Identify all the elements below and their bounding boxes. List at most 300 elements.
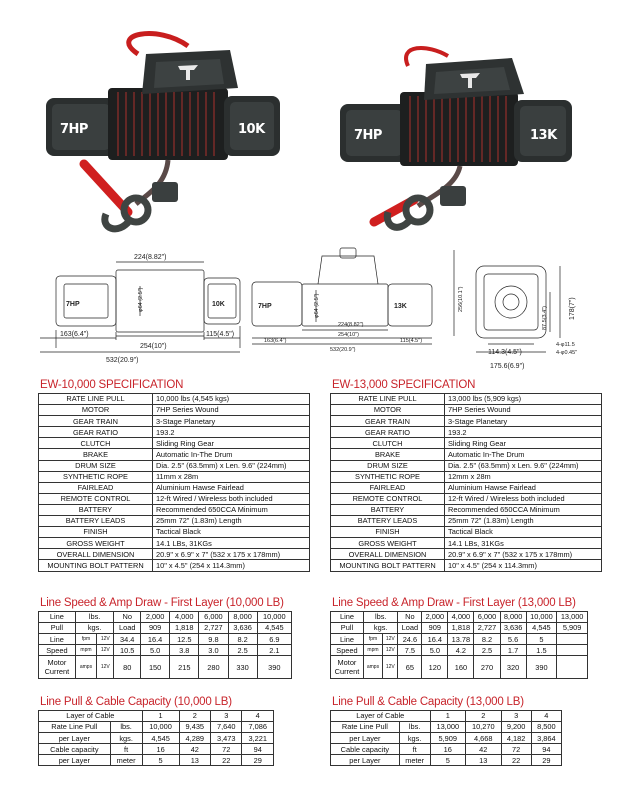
row-label: Speed [39, 645, 76, 656]
mid-dim-mount: 254(10") [338, 332, 359, 338]
front-cap-badge: 10K [212, 301, 225, 308]
volt-cell: 12V [97, 656, 114, 679]
table-row [331, 722, 562, 733]
table-row [331, 612, 588, 623]
winch-capacity-label: 13K [530, 128, 557, 143]
winch-hp-label: 7HP [354, 128, 382, 143]
mid-dim-right-end: 115(4.5") [400, 338, 423, 344]
row-label: Speed [331, 645, 364, 656]
spec-key: FINISH [331, 527, 445, 538]
table-row [331, 711, 562, 722]
row-label: Pull [39, 623, 76, 634]
value-cell: 4.2 [448, 645, 474, 656]
table-row [39, 711, 274, 722]
spec-key: GEAR RATIO [331, 427, 445, 438]
winch-13k-image [328, 14, 580, 236]
spec-key: CLUTCH [39, 438, 153, 449]
value-cell: 16 [430, 744, 466, 755]
winch-13k-photo [328, 14, 580, 236]
value-cell: 120 [422, 656, 448, 679]
table-row [39, 438, 310, 449]
value-cell: 5 [526, 634, 557, 645]
spec-key: CLUTCH [331, 438, 445, 449]
value-cell: 13 [179, 755, 210, 766]
spec-key: FINISH [39, 527, 153, 538]
table-row [39, 449, 310, 460]
unit-cell: meter [399, 755, 430, 766]
layer-label: Layer of Cable [331, 711, 431, 722]
value-cell: 13,000 [430, 722, 466, 733]
value-cell: 6,000 [199, 612, 228, 623]
unit-cell: lbs. [110, 722, 142, 733]
value-cell: 13 [466, 755, 502, 766]
spec-value: 3-Stage Planetary [153, 416, 310, 427]
spec-value: Aluminium Hawse Fairlead [445, 482, 602, 493]
spec-value: 7HP Series Wound [445, 405, 602, 416]
value-cell: 4,289 [179, 733, 210, 744]
value-cell: 9,435 [179, 722, 210, 733]
spec-key: MOTOR [39, 405, 153, 416]
value-cell: 2.5 [474, 645, 500, 656]
table-row [39, 755, 274, 766]
layer-label: Layer of Cable [39, 711, 143, 722]
unit-cell: fpm [363, 634, 382, 645]
volt-cell: 12V [383, 645, 398, 656]
value-cell: 7,086 [242, 722, 274, 733]
dim-right-end: 115(4.5") [206, 331, 235, 338]
spec-value: Automatic In-The Drum [445, 449, 602, 460]
spec-value: Sliding Ring Gear [153, 438, 310, 449]
value-cell: 10,000 [257, 612, 291, 623]
unit-cell: ft [110, 744, 142, 755]
spec-value: Recommended 650CCA Minimum [445, 504, 602, 515]
table-row [331, 560, 602, 571]
unit-cell: kgs. [75, 623, 114, 634]
cap10-title: Line Pull & Cable Capacity (10,000 LB) [40, 696, 232, 708]
volt-cell: 12V [97, 645, 114, 656]
table-row [39, 471, 310, 482]
table-row [39, 394, 310, 405]
unit-cell: mpm [363, 645, 382, 656]
value-cell: 4,182 [501, 733, 531, 744]
unit-cell: kgs. [399, 733, 430, 744]
mid-dim-left-end: 163(6.4") [264, 338, 287, 344]
side-dim-bolt-w: 114.3(4.5") [488, 349, 522, 356]
spec-value: 25mm 72" (1.83m) Length [153, 516, 310, 527]
spec-value: 12-ft Wired / Wireless both included [153, 493, 310, 504]
row-label: Rate Line Pull [331, 722, 400, 733]
value-cell: 4,000 [448, 612, 474, 623]
value-cell: 1,818 [170, 623, 199, 634]
value-cell [557, 645, 588, 656]
table-row [331, 755, 562, 766]
value-cell: 3,221 [242, 733, 274, 744]
table-row [331, 493, 602, 504]
noload-cell: 65 [398, 656, 422, 679]
value-cell: 94 [242, 744, 274, 755]
layer-cell: 3 [501, 711, 531, 722]
value-cell: 390 [526, 656, 557, 679]
dim-mount: 254(10") [140, 343, 167, 350]
table-row [39, 656, 292, 679]
value-cell: 3,864 [531, 733, 561, 744]
spec-value: Tactical Black [153, 527, 310, 538]
row-label: Line [331, 634, 364, 645]
spec-value: 12-ft Wired / Wireless both included [445, 493, 602, 504]
cap10-table [38, 710, 274, 766]
table-row [39, 538, 310, 549]
noload-cell: No [398, 612, 422, 623]
spec-key: SYNTHETIC ROPE [39, 471, 153, 482]
row-label [39, 656, 76, 679]
volt-cell: 12V [97, 634, 114, 645]
value-cell: 4,000 [170, 612, 199, 623]
value-cell: 215 [170, 656, 199, 679]
row-label: per Layer [331, 755, 400, 766]
spec-value: Dia. 2.5" (63.5mm) x Len. 9.6" (224mm) [445, 460, 602, 471]
table-row [331, 449, 602, 460]
spec-value: 10" x 4.5" (254 x 114.3mm) [445, 560, 602, 571]
table-row [331, 504, 602, 515]
volt-cell: 12V [383, 656, 398, 679]
value-cell: 5.0 [141, 645, 170, 656]
table-row [331, 538, 602, 549]
spec-key: MOTOR [331, 405, 445, 416]
side-dim-hole-in: 4-φ0.45" [556, 350, 578, 356]
speed10-title: Line Speed & Amp Draw - First Layer (10,000 LB) [40, 597, 284, 609]
value-cell: 10,000 [526, 612, 557, 623]
table-row [39, 623, 292, 634]
spec-value: 7HP Series Wound [153, 405, 310, 416]
value-cell: 2,727 [474, 623, 500, 634]
dimension-drawings-svg [0, 240, 618, 375]
row-label: Line [331, 612, 364, 623]
spec-value: 20.9" x 6.9" x 7" (532 x 175 x 178mm) [445, 549, 602, 560]
spec-value: Recommended 650CCA Minimum [153, 504, 310, 515]
value-cell: 22 [211, 755, 242, 766]
value-cell: 16.4 [141, 634, 170, 645]
value-cell: 13,000 [557, 612, 588, 623]
spec-key: GROSS WEIGHT [331, 538, 445, 549]
dim-overall: 532(20.9") [106, 357, 139, 364]
value-cell: 5,909 [430, 733, 466, 744]
winch-capacity-label: 10K [238, 122, 265, 137]
table-row [39, 733, 274, 744]
value-cell: 330 [228, 656, 257, 679]
spec10-title: EW-10,000 SPECIFICATION [40, 379, 184, 391]
row-label: Line [39, 634, 76, 645]
table-row [39, 634, 292, 645]
spec-key: GROSS WEIGHT [39, 538, 153, 549]
value-cell: 1,818 [448, 623, 474, 634]
table-row [39, 405, 310, 416]
row-label: per Layer [39, 733, 111, 744]
spec-value: 25mm 72" (1.83m) Length [445, 516, 602, 527]
table-row [39, 427, 310, 438]
value-cell: 160 [448, 656, 474, 679]
table-row [331, 527, 602, 538]
value-cell: 2,727 [199, 623, 228, 634]
noload-cell: 34.4 [114, 634, 141, 645]
spec-value: 10" x 4.5" (254 x 114.3mm) [153, 560, 310, 571]
value-cell: 8.2 [474, 634, 500, 645]
row-label-line: Current [334, 667, 360, 677]
value-cell: 8,000 [500, 612, 526, 623]
spec-key: RATE LINE PULL [331, 394, 445, 405]
value-cell: 3,636 [500, 623, 526, 634]
speed10-table [38, 611, 292, 679]
value-cell: 22 [501, 755, 531, 766]
row-label: Rate Line Pull [39, 722, 111, 733]
spec-key: MOUNTING BOLT PATTERN [331, 560, 445, 571]
layer-cell: 3 [211, 711, 242, 722]
noload-cell: 10.5 [114, 645, 141, 656]
table-row [331, 427, 602, 438]
spec-key: DRUM SIZE [331, 460, 445, 471]
mid-hp-badge: 7HP [258, 303, 272, 310]
value-cell: 29 [242, 755, 274, 766]
unit-cell: amps [75, 656, 96, 679]
noload-cell: 80 [114, 656, 141, 679]
side-dim-hole: 4-φ11.5 [556, 342, 575, 348]
spec-key: RATE LINE PULL [39, 394, 153, 405]
value-cell: 9.8 [199, 634, 228, 645]
table-row [331, 416, 602, 427]
layer-cell: 1 [430, 711, 466, 722]
value-cell: 3.8 [170, 645, 199, 656]
layer-cell: 2 [466, 711, 502, 722]
value-cell: 3,473 [211, 733, 242, 744]
technical-drawings [0, 240, 618, 375]
value-cell: 2,000 [422, 612, 448, 623]
value-cell: 4,545 [257, 623, 291, 634]
value-cell: 42 [179, 744, 210, 755]
unit-cell: mpm [75, 645, 96, 656]
value-cell: 72 [501, 744, 531, 755]
value-cell: 4,545 [526, 623, 557, 634]
row-label: per Layer [39, 755, 111, 766]
value-cell: 2.5 [228, 645, 257, 656]
unit-cell: lbs. [363, 612, 398, 623]
spec-value: 11mm x 28m [153, 471, 310, 482]
table-row [331, 623, 588, 634]
noload-cell: 24.6 [398, 634, 422, 645]
spec-key: BATTERY LEADS [331, 516, 445, 527]
value-cell: 16.4 [422, 634, 448, 645]
layer-cell: 4 [531, 711, 561, 722]
spec-key: GEAR TRAIN [331, 416, 445, 427]
table-row [331, 656, 588, 679]
unit-cell: ft [399, 744, 430, 755]
value-cell: 72 [211, 744, 242, 755]
value-cell: 320 [500, 656, 526, 679]
row-label: Cable capacity [331, 744, 400, 755]
mid-dim-height: 256(10.1") [458, 286, 464, 312]
row-label-line: Motor [337, 657, 357, 667]
mid-dim-drum-dia: φ64 (2.5") [314, 293, 320, 318]
table-row [39, 482, 310, 493]
winch-hp-label: 7HP [60, 122, 88, 137]
table-row [39, 744, 274, 755]
spec-value: Dia. 2.5" (63.5mm) x Len. 9.6" (224mm) [153, 460, 310, 471]
mid-cap-badge: 13K [394, 303, 407, 310]
unit-cell: lbs. [399, 722, 430, 733]
table-row [331, 405, 602, 416]
speed13-title: Line Speed & Amp Draw - First Layer (13,000 LB) [332, 597, 576, 609]
spec-key: REMOTE CONTROL [331, 493, 445, 504]
value-cell: 1.5 [526, 645, 557, 656]
noload-cell: No [114, 612, 141, 623]
value-cell: 909 [141, 623, 170, 634]
row-label-line: Current [44, 667, 70, 677]
spec-value: 14.1 LBs, 31KGs [445, 538, 602, 549]
value-cell: 29 [531, 755, 561, 766]
value-cell: 7,640 [211, 722, 242, 733]
value-cell: 16 [142, 744, 179, 755]
value-cell: 13.78 [448, 634, 474, 645]
speed13-table [330, 611, 588, 679]
spec-key: SYNTHETIC ROPE [331, 471, 445, 482]
unit-cell: kgs. [110, 733, 142, 744]
spec-value: 13,000 lbs (5,909 kgs) [445, 394, 602, 405]
value-cell: 9,200 [501, 722, 531, 733]
row-label-line: Motor [47, 657, 67, 667]
spec-value: 193.2 [445, 427, 602, 438]
spec-key: REMOTE CONTROL [39, 493, 153, 504]
unit-cell: kgs. [363, 623, 398, 634]
table-row [331, 733, 562, 744]
value-cell: 4,668 [466, 733, 502, 744]
row-label [331, 656, 364, 679]
side-dim-width: 175.6(6.9") [490, 363, 525, 370]
table-row [331, 460, 602, 471]
value-cell: 3,636 [228, 623, 257, 634]
front-hp-badge: 7HP [66, 301, 80, 308]
unit-cell: amps [363, 656, 382, 679]
table-row [39, 560, 310, 571]
value-cell: 390 [257, 656, 291, 679]
row-label: Line [39, 612, 76, 623]
table-row [331, 516, 602, 527]
spec-key: FAIRLEAD [331, 482, 445, 493]
table-row [331, 549, 602, 560]
table-row [331, 438, 602, 449]
value-cell [557, 634, 588, 645]
unit-cell: lbs. [75, 612, 114, 623]
spec-value: Aluminium Hawse Fairlead [153, 482, 310, 493]
value-cell: 5.0 [422, 645, 448, 656]
spec13-title: EW-13,000 SPECIFICATION [332, 379, 476, 391]
spec-value: 14.1 LBs, 31KGs [153, 538, 310, 549]
layer-cell: 2 [179, 711, 210, 722]
noload-cell: 7.5 [398, 645, 422, 656]
table-row [331, 471, 602, 482]
value-cell: 3.0 [199, 645, 228, 656]
value-cell: 2,000 [141, 612, 170, 623]
table-row [39, 612, 292, 623]
dim-left-end: 163(6.4") [60, 331, 89, 338]
table-row [331, 394, 602, 405]
value-cell: 1.7 [500, 645, 526, 656]
spec-value: 10,000 lbs (4,545 kgs) [153, 394, 310, 405]
value-cell: 909 [422, 623, 448, 634]
side-dim-height: 178(7") [569, 297, 576, 320]
row-label: per Layer [331, 733, 400, 744]
value-cell: 5.6 [500, 634, 526, 645]
value-cell [557, 656, 588, 679]
side-dim-bolt-h: 87.5(3.4") [542, 306, 548, 330]
spec-key: DRUM SIZE [39, 460, 153, 471]
table-row [331, 634, 588, 645]
spec-key: GEAR TRAIN [39, 416, 153, 427]
spec-value: Automatic In-The Drum [153, 449, 310, 460]
unit-cell: fpm [75, 634, 96, 645]
value-cell: 8,500 [531, 722, 561, 733]
noload-cell: Load [114, 623, 141, 634]
spec-value: 3-Stage Planetary [445, 416, 602, 427]
value-cell: 150 [141, 656, 170, 679]
spec-key: OVERALL DIMENSION [331, 549, 445, 560]
value-cell: 280 [199, 656, 228, 679]
table-row [39, 493, 310, 504]
unit-cell: meter [110, 755, 142, 766]
value-cell: 6.9 [257, 634, 291, 645]
spec-key: FAIRLEAD [39, 482, 153, 493]
table-row [39, 722, 274, 733]
spec-value: 20.9" x 6.9" x 7" (532 x 175 x 178mm) [153, 549, 310, 560]
table-row [39, 416, 310, 427]
noload-cell: Load [398, 623, 422, 634]
row-label: Pull [331, 623, 364, 634]
value-cell: 10,000 [142, 722, 179, 733]
spec-key: BATTERY [39, 504, 153, 515]
value-cell: 12.5 [170, 634, 199, 645]
dim-top-width: 224(8.82") [134, 254, 167, 261]
dim-drum-dia: φ64 (2.5") [138, 287, 144, 312]
spec-value: Tactical Black [445, 527, 602, 538]
table-row [39, 549, 310, 560]
table-row [39, 460, 310, 471]
value-cell: 6,000 [474, 612, 500, 623]
spec10-table [38, 393, 310, 572]
row-label: Cable capacity [39, 744, 111, 755]
table-row [39, 504, 310, 515]
table-row [39, 527, 310, 538]
value-cell: 5 [430, 755, 466, 766]
spec13-table [330, 393, 602, 572]
volt-cell: 12V [383, 634, 398, 645]
spec-key: MOUNTING BOLT PATTERN [39, 560, 153, 571]
spec-key: BRAKE [331, 449, 445, 460]
cap13-table [330, 710, 562, 766]
cap13-title: Line Pull & Cable Capacity (13,000 LB) [332, 696, 524, 708]
value-cell: 5,909 [557, 623, 588, 634]
spec-key: BATTERY [331, 504, 445, 515]
spec-value: Sliding Ring Gear [445, 438, 602, 449]
value-cell: 8.2 [228, 634, 257, 645]
spec-key: BATTERY LEADS [39, 516, 153, 527]
layer-cell: 1 [142, 711, 179, 722]
table-row [331, 744, 562, 755]
value-cell: 42 [466, 744, 502, 755]
value-cell: 8,000 [228, 612, 257, 623]
mid-dim-overall: 532(20.9") [330, 347, 356, 353]
value-cell: 94 [531, 744, 561, 755]
winch-10k-photo [38, 14, 290, 236]
spec-key: BRAKE [39, 449, 153, 460]
spec-key: OVERALL DIMENSION [39, 549, 153, 560]
table-row [331, 645, 588, 656]
